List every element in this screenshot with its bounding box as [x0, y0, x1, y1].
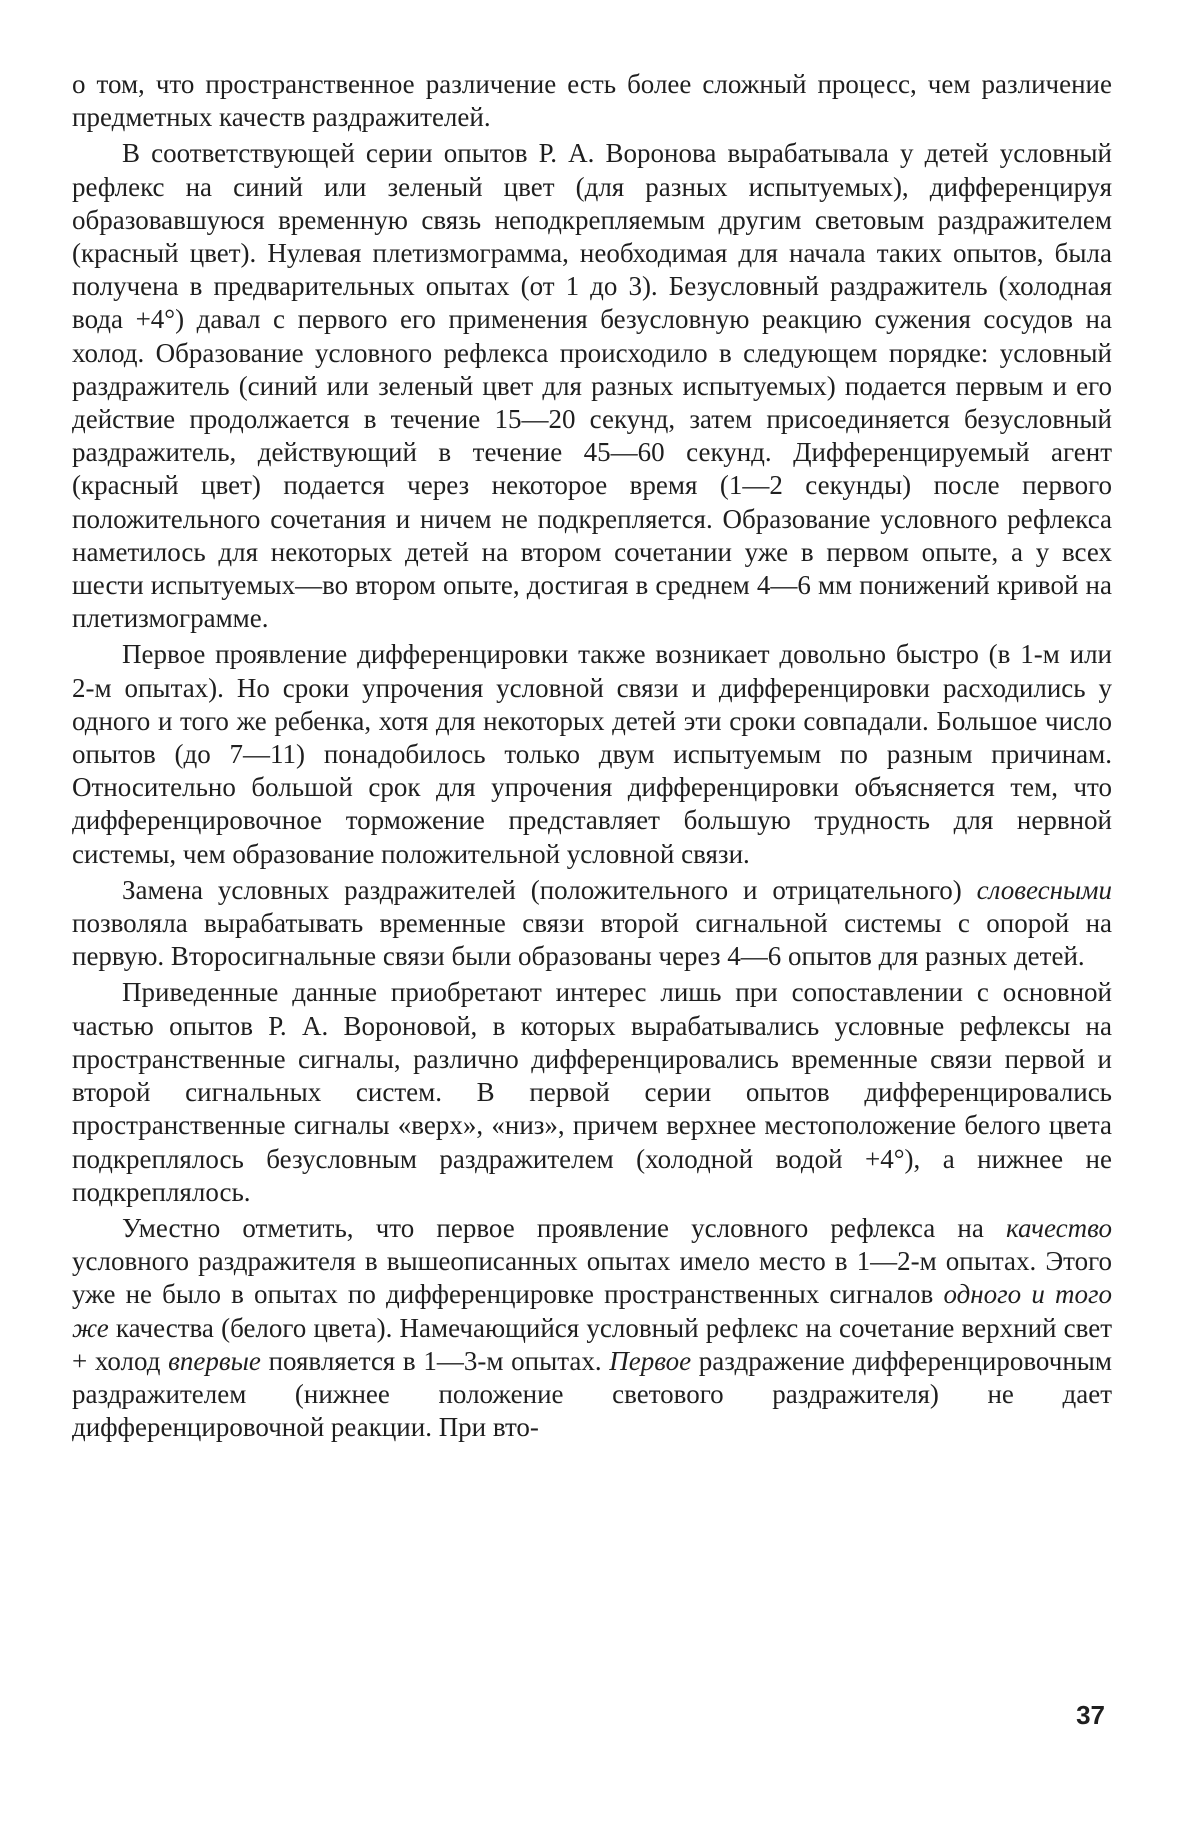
text-run: позволяла вырабатывать временные связи второй сигнальной системы с опорой на первую. Второсигнальные связи были образованы через 4—6 опытов для разных детей.	[72, 908, 1112, 972]
paragraph	[72, 68, 1112, 134]
italic-text: качество	[1006, 1212, 1112, 1243]
text-run: Приведенные данные приобретают интерес лишь при сопоставлении с основной частью опытов Р. А. Вороновой, в которых вырабатывались условные рефлексы на пространственные сигналы, различно дифференцировались временные связи первой и второй сигнальных систем. В первой серии опытов дифференцировались пространственные сигналы «верх», «низ», причем верхнее местоположение белого цвета подкреплялось безусловным раздражителем (холодной водой +4°), а нижнее не подкреплялось.	[72, 977, 1112, 1207]
paragraph	[72, 638, 1112, 870]
italic-text: Первое	[609, 1345, 692, 1376]
italic-text: впервые	[168, 1345, 261, 1376]
paragraph	[72, 976, 1112, 1208]
text-run: раздражение дифференцировочным раздражителем (нижнее положение светового раздражителя) не дает дифференцировочной реакции. При вто-	[72, 1345, 1112, 1443]
text-run: В соответствующей серии опытов Р. А. Воронова вырабатывала у детей условный рефлекс на синий или зеленый цвет (для разных испытуемых), дифференцируя образовавшуюся временную связь неподкрепляемым другим световым раздражителем (красный цвет). Нулевая плетизмограмма, необходимая для начала таких опытов, была получена в предварительных опытах (от 1 до 3). Безусловный раздражитель (холодная вода +4°) давал с первого его применения безусловную реакцию сужения сосудов на холод. Образование условного рефлекса происходило в следующем порядке: условный раздражитель (синий или зеленый цвет для разных испытуемых) подается первым и его действие продолжается в течение 15—20 секунд, затем присоединяется безусловный раздражитель, действующий в течение 45—60 секунд. Дифференцируемый агент (красный цвет) подается через некоторое время (1—2 секунды) после первого положительного сочетания и ничем не подкрепляется. Образование условного рефлекса наметилось для некоторых детей на втором сочетании уже в первом опыте, а у всех шести испытуемых—во втором опыте, достигая в среднем 4—6 мм понижений кривой на плетизмограмме.	[72, 138, 1112, 634]
text-run: условного раздражителя в вышеописанных опытах имело место в 1—2-м опытах. Этого уже не было в опытах по дифференцировке пространственных сигналов	[72, 1246, 1112, 1310]
text-run: Уместно отметить, что первое проявление условного рефлекса на	[122, 1212, 1007, 1243]
paragraph	[72, 137, 1112, 635]
italic-text: одного и того же	[72, 1279, 1112, 1343]
page-number: 37	[1076, 1700, 1105, 1730]
text-run: о том, что пространственное различение есть более сложный процесс, чем различение предметных качеств раздражителей.	[72, 69, 1112, 133]
italic-text: словесными	[976, 874, 1112, 905]
text-run: Замена условных раздражителей (положительного и отрицательного)	[122, 874, 977, 905]
text-run: Первое проявление дифференцировки также возникает довольно быстро (в 1-м или 2-м опытах). Но сроки упрочения условной связи и дифференцировки расходились у одного и того же ребенка, хотя для некоторых детей эти сроки совпадали. Большое число опытов (до 7—11) понадобилось только двум испытуемым по разным причинам. Относительно большой срок для упрочения дифференцировки объясняется тем, что дифференцировочное торможение представляет большую трудность для нервной системы, чем образование положительной условной связи.	[72, 639, 1112, 869]
page-body	[72, 68, 1112, 1444]
paragraph	[72, 1212, 1112, 1444]
paragraph	[72, 874, 1112, 974]
text-run: появляется в 1—3-м опытах.	[260, 1345, 610, 1376]
text-run: качества (белого цвета). Намечающийся условный рефлекс на сочетание верхний свет + холод	[72, 1312, 1112, 1376]
